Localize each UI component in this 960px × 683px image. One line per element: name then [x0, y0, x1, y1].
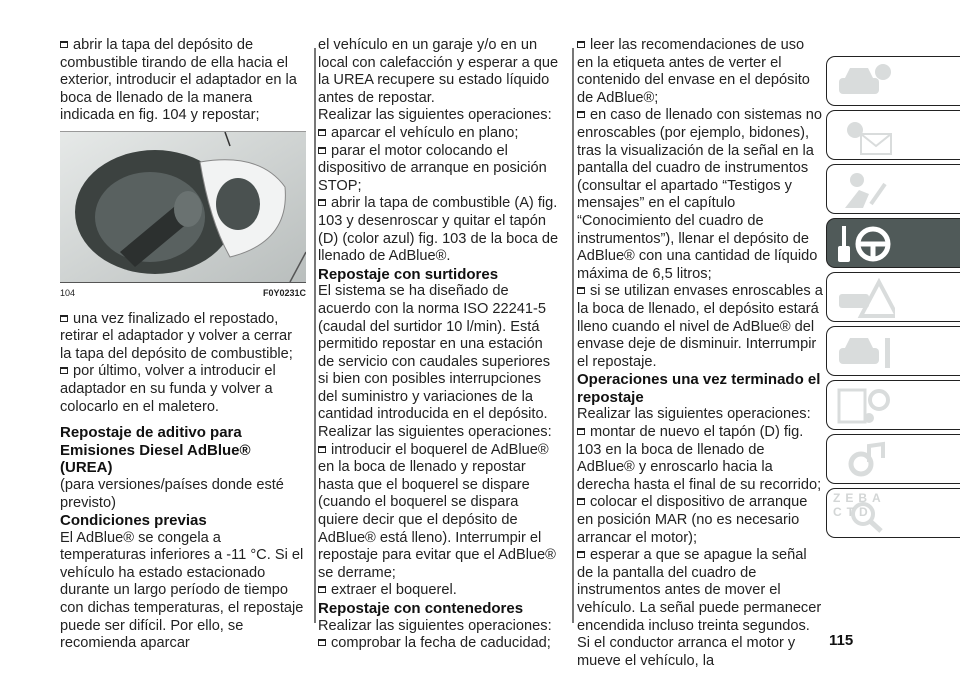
paragraph: el vehículo en un garaje y/o en un local con calefacción y esperar a que la UREA recupere su estado líquido antes de repostar. — [318, 37, 559, 106]
bullet-item — [318, 195, 562, 265]
bullet-item — [318, 125, 562, 143]
bullet-item — [318, 143, 562, 196]
bullet-box-icon — [60, 41, 68, 48]
bullet-item — [577, 494, 823, 547]
bullet-item — [60, 363, 306, 416]
bullet-box-icon — [318, 147, 326, 154]
bullet-box-icon — [577, 287, 585, 294]
paragraph: El sistema se ha diseñado de acuerdo con la norma ISO 22241-5 (caudal del surtidor 10 l/min). Está permitido repostar en una estación de servicio con caudales superiores si bien con posibles interrupciones del suministro y variaciones de la cantidad introducida en el depósito. — [318, 283, 551, 423]
bullet-text: parar el motor colocando el dispositivo de arranque en posición STOP; — [318, 142, 547, 194]
section-heading: Repostaje de aditivo para Emisiones Diesel AdBlue® (UREA) — [60, 424, 251, 477]
index-letters: ZEBACTD — [833, 491, 886, 519]
paragraph: Realizar las siguientes operaciones: — [318, 617, 552, 634]
bullet-text: introducir el boquerel de AdBlue® en la boca de llenado y repostar hasta que el boquerel se dispare (cuando el boquerel se dispara quiere decir que el depósito de AdBlue® está lleno). Interrumpir el repostaje para evitar que el AdBlue® se derrame; — [318, 441, 556, 581]
bullet-box-icon — [60, 367, 68, 374]
bullet-item — [577, 283, 823, 371]
bullet-text: aparcar el vehículo en plano; — [331, 124, 519, 141]
section-heading: Repostaje con contenedores — [318, 600, 524, 617]
bullet-item — [577, 37, 823, 107]
bullet-item — [577, 547, 823, 670]
bullet-box-icon — [318, 586, 326, 593]
chapter-tab-maintenance[interactable] — [826, 326, 960, 376]
bullet-text: en caso de llenado con sistemas no enroscables (por ejemplo, bidones), tras la visualización de la señal en la pantalla del cuadro de instrumentos (consultar el apartado “Testigos y mensajes” en el capítulo “Conocimiento del cuadro de instrumentos”), llenar el depósito de AdBlue® con una cantidad de líquido máxima de 6,5 litros; — [577, 107, 823, 282]
column-divider — [572, 48, 574, 623]
figure-caption — [60, 285, 306, 303]
bullet-item — [577, 107, 823, 283]
bullet-box-icon — [318, 639, 326, 646]
bullet-text: esperar a que se apague la señal de la pantalla del cuadro de instrumentos antes de mover el vehículo. La señal puede permanecer encendida incluso treinta segundos. Si el conductor arranca el motor y mueve el vehículo, la — [577, 547, 822, 669]
bullet-text: si se utilizan envases enroscables a la boca de llenado, el depósito estará lleno cuando el nivel de AdBlue® del envase deje de disminuir. Interrumpir el repostaje. — [577, 283, 823, 370]
chapter-tab-emergency[interactable] — [826, 272, 960, 322]
column-3 — [577, 37, 823, 670]
figure-code: F0Y0231C — [262, 287, 306, 298]
seat-airbag-icon — [835, 170, 895, 210]
car-info-icon — [835, 62, 895, 102]
bullet-item — [318, 442, 562, 583]
paragraph: El AdBlue® se congela a temperaturas inferiores a -11 °C. Si el vehículo ha estado estacionado durante un largo período de tiempo con dichas temperaturas, el repostaje puede ser difícil. Por ello, se recomienda aparcar — [60, 529, 304, 652]
bullet-text: comprobar la fecha de caducidad; — [331, 635, 551, 652]
bullet-item — [60, 311, 306, 364]
chapter-tab-starting-driving[interactable] — [826, 218, 960, 268]
column-2 — [318, 37, 562, 653]
chapter-tab-technical-data[interactable] — [826, 380, 960, 430]
figure-number: 104 — [60, 287, 76, 298]
paragraph: (para versiones/países donde esté previsto) — [60, 476, 284, 511]
section-heading: Operaciones una vez terminado el repostaje — [577, 371, 821, 406]
chapter-tab-safety[interactable] — [826, 164, 960, 214]
list-gears-icon — [835, 386, 895, 426]
paragraph: Realizar las siguientes operaciones: — [577, 406, 811, 423]
bullet-text: montar de nuevo el tapón (D) fig. 103 en la boca de llenado de AdBlue® y enroscarlo hacia la derecha hasta el final de su recorrido; — [577, 424, 822, 493]
multimedia-icon — [835, 440, 895, 480]
bullet-text: por último, volver a introducir el adaptador en su funda y volver a colocarlo en el maletero. — [60, 363, 276, 415]
bullet-text: abrir la tapa de combustible (A) fig. 103 y desenroscar y quitar el tapón (D) (color azul) fig. 103 de la boca de llenado de AdBlue®. — [318, 195, 559, 265]
lights-message-icon — [835, 116, 895, 156]
paragraph: Realizar las siguientes operaciones: — [318, 107, 552, 124]
fuel-adapter-illustration — [60, 132, 306, 282]
section-heading: Condiciones previas — [60, 512, 207, 530]
bullet-text: una vez finalizado el repostado, retirar el adaptador y volver a cerrar la tapa del depósito de combustible; — [60, 310, 293, 362]
bullet-box-icon — [577, 551, 585, 558]
column-divider — [314, 48, 316, 623]
bullet-box-icon — [577, 498, 585, 505]
bullet-box-icon — [318, 199, 326, 206]
bullet-item — [577, 424, 823, 494]
bullet-box-icon — [318, 129, 326, 136]
key-steering-wheel-icon — [835, 224, 895, 264]
page-number: 115 — [829, 632, 854, 649]
bullet-box-icon — [577, 111, 585, 118]
bullet-text: abrir la tapa del depósito de combustible tirando de ella hacia el exterior, introducir el adaptador en la boca de llenado de la manera indicada en fig. 104 y repostar; — [60, 37, 297, 124]
section-heading: Repostaje con surtidores — [318, 265, 499, 283]
bullet-text: colocar el dispositivo de arranque en posición MAR (no es necesario arrancar el motor); — [577, 494, 808, 546]
chapter-tab-index[interactable] — [826, 488, 960, 538]
paragraph: Realizar las siguientes operaciones: — [318, 424, 552, 441]
car-warning-triangle-icon — [835, 278, 895, 318]
chapter-tab-lights-messages[interactable] — [826, 110, 960, 160]
car-wrench-icon — [835, 332, 895, 372]
chapter-tab-car-info[interactable] — [826, 56, 960, 106]
figure-104 — [60, 131, 306, 283]
bullet-item — [318, 635, 562, 653]
bullet-box-icon — [577, 41, 585, 48]
bullet-text: leer las recomendaciones de uso en la etiqueta antes de verter el contenido del envase en el depósito de AdBlue®; — [577, 37, 810, 106]
chapter-tab-multimedia[interactable] — [826, 434, 960, 484]
bullet-item — [318, 582, 562, 600]
bullet-box-icon — [60, 315, 68, 322]
column-1 — [60, 37, 306, 653]
bullet-item — [60, 37, 306, 125]
bullet-box-icon — [577, 428, 585, 435]
bullet-text: extraer el boquerel. — [331, 582, 457, 599]
bullet-box-icon — [318, 446, 326, 453]
